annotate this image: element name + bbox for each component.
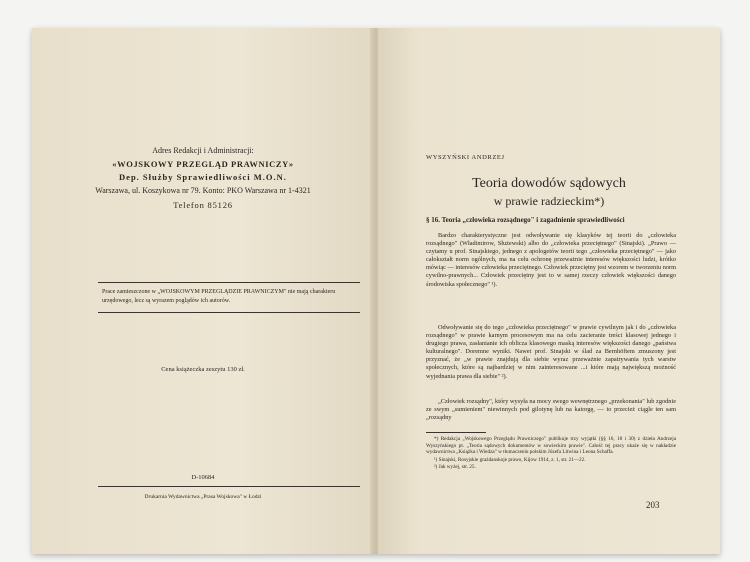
section-heading: § 16. Teoria „człowieka rozsądnego" i zagadnienie sprawiedliwości — [426, 216, 625, 224]
page-number: 203 — [646, 500, 660, 510]
body-paragraph-1: Bardzo charakterystyczne jest odwoływanie się klasyków tej teorii do „człowieka rozsądnego" (Władimirow, Służewski) albo do „człowieka przeciętnego" (Sinajski). „Prawo — czytamy u prof. Sinajskiego, jednego z apologetów teorii tego „człowieka przeciętnego" — jako całokształt norm ogólnych, ma na celu ochronę przeważnie interesów większości ludzi, krótko mówiąc — interesów człowieka przeciętnego. Człowiek przeciętny jest wzorem w tworzeniu norm cywilno-prawnych... Człowiek przeciętny jest to w samej rzeczy człowiek większości danego środowiska społecznego" ¹). — [426, 232, 676, 288]
right-page — [378, 28, 720, 554]
department-name: Dep. Służby Sprawiedliwości M.O.N. — [119, 172, 287, 182]
footnote-1: *) Redakcja „Wojskowego Przeglądu Prawniczego" publikuje trzy wyjątki (§§ 16, 18 i 30) z dzieła Andrzeja Wyszyńskiego pt. „Teoria sądowych dokumentów w sowieckim prawie". Całość tej pracy ukaże się w nakładzie wydawnictwa „Książka i Wiedza" w tłumaczeniu polskim Józefa Litwina i Leona Schaffa. — [426, 436, 676, 456]
body-paragraph-3: „Człowiek rozsądny", który wysyła na mocy swego wewnętrznego „przekonania" lub zgodnie ze swym „sumieniem" niewinnych pod gilotynę lub na katorgę, — to przecież ciągle ten sam „rozsądny — [426, 398, 676, 422]
notice-bottom-rule — [98, 312, 360, 313]
article-title-line2: w prawie radzieckim*) — [493, 194, 605, 208]
open-book — [32, 28, 720, 554]
author-name: WYSZYŃSKI ANDRZEJ — [426, 154, 505, 161]
footnote-2: ¹) Sinajski, Rosyjskie grażdanskoje prawo, Kijow 1914, z. 1, str. 21—22. — [434, 456, 586, 463]
footnotes — [426, 436, 676, 472]
left-page — [32, 28, 374, 554]
publication-name: «WOJSKOWY PRZEGLĄD PRAWNICZY» — [112, 159, 294, 169]
address-heading: Adres Redakcji i Administracji: — [152, 146, 254, 155]
footnote-rule — [426, 432, 486, 433]
disclaimer-notice: Prace zamieszczone w „WOJSKOWYM PRZEGLĄDZIE PRAWNICZYM" nie mają charakteru urzędowego, lecz są wyrazem poglądów ich autorów. — [102, 289, 336, 304]
footnote-3: ²) Jak wyżej, str. 25. — [434, 464, 476, 471]
article-title-line1: Teoria dowodów sądowych — [472, 176, 626, 191]
printer-credit: Drukarnia Wydawnictwa „Prasa Wojskowa" w Łodzi — [144, 494, 262, 500]
phone-number: Telefon 85126 — [173, 200, 233, 210]
print-code: D-10684 — [191, 474, 215, 481]
body-paragraph-2: Odwoływanie się do tego „człowieka przeciętnego" w prawie cywilnym jak i do „człowieka rozsądnego" w prawie karnym procesowym ma na celu zacieranie treści klasowej jednego i drugiego prawa, zasłanianie ich oblicza klasowego maską interesów większości danego „państwa kulturalnego". Doremne wyniki. Nawet prof. Sinajski w ślad za Bernhöftem zmuszony jest przyznać, że „w prawie znajdują dla siebie wyraz przeważnie zapatrywania tych warstw społecznych, które są najbardziej w nim zainteresowane ...i które mają największą możność wyjednania prawa dla siebie" ²). — [426, 324, 676, 380]
notice-top-rule — [98, 282, 360, 283]
street-account: Warszawa, ul. Koszykowa nr 79. Konto: PKO Warszawa nr 1-4321 — [95, 186, 311, 195]
printer-rule — [98, 486, 360, 487]
price-note: Cena książeczka zeszytu 130 zł. — [161, 366, 245, 373]
